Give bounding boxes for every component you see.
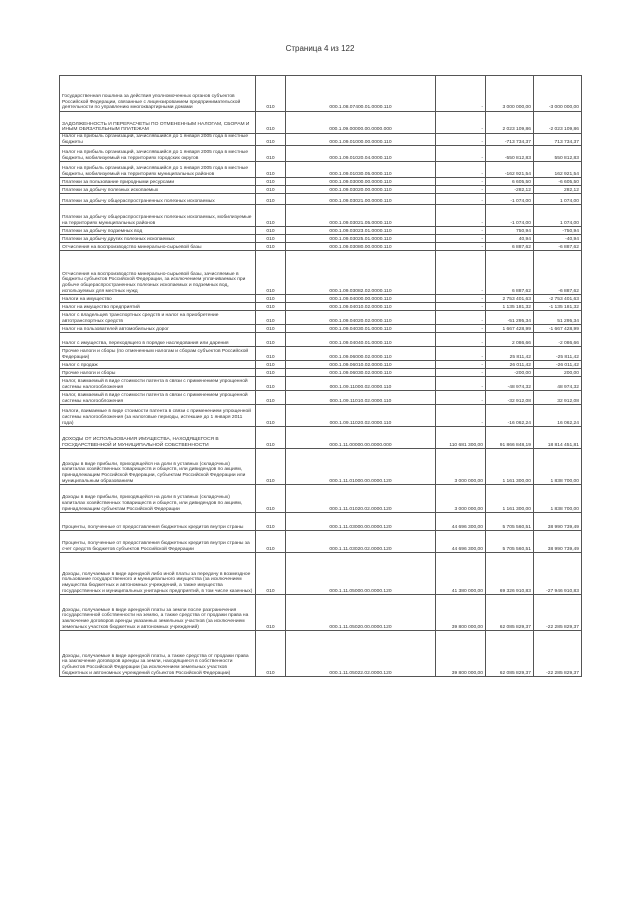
- cell-classification-code: 000.1.09.03021.00.0000.110: [286, 194, 436, 205]
- cell-classification-code: 000.1.09.04030.01.0000.110: [286, 325, 436, 333]
- cell-executed: 5 705 560,51: [486, 531, 534, 553]
- cell-classification-code: 000.1.11.05020.00.0000.120: [286, 595, 436, 631]
- cell-executed: 6 887,62: [486, 251, 534, 295]
- cell-approved-plan: 3 000 000,00: [436, 449, 486, 485]
- cell-name: Доходы, получаемые в виде арендной платы, а также средства от продажи права на заключение договоров аренды за земли, находящиеся в собственности субъектов Российской Федерации (за исключением земельных участков бюджетных и автономных учреждений субъектов Российской Федерации): [60, 631, 256, 677]
- table-row: [60, 333, 582, 347]
- cell-executed: 2 086,66: [486, 333, 534, 347]
- cell-approved-plan: -: [436, 162, 486, 178]
- cell-line-code: 010: [256, 405, 286, 427]
- cell-approved-plan: -: [436, 227, 486, 235]
- cell-classification-code: 000.1.09.03080.00.0000.110: [286, 243, 436, 251]
- cell-name: Государственная пошлина за действия уполномоченных органов субъектов Российской Федерации, связанные с лицензированием предпринимательской деятельности по управлению многоквартирными домами: [60, 76, 256, 112]
- cell-line-code: 010: [256, 377, 286, 391]
- cell-name: ЗАДОЛЖЕННОСТЬ И ПЕРЕРАСЧЕТЫ ПО ОТМЕНЕННЫМ НАЛОГАМ, СБОРАМ И ИНЫМ ОБЯЗАТЕЛЬНЫМ ПЛАТЕЖАМ: [60, 112, 256, 134]
- cell-approved-plan: -: [436, 333, 486, 347]
- cell-approved-plan: -: [436, 303, 486, 311]
- cell-unexecuted: -22 285 829,37: [534, 595, 582, 631]
- cell-name: Платежи за пользование природными ресурсами: [60, 178, 256, 186]
- cell-classification-code: 000.1.09.00000.00.0000.000: [286, 112, 436, 134]
- cell-unexecuted: -22 285 829,37: [534, 631, 582, 677]
- cell-approved-plan: -: [436, 112, 486, 134]
- cell-name: Доходы, получаемые в виде арендной платы за земли после разграничения государственной собственности на землю, а также средства от продажи права на заключение договоров аренды указанных земельных участков (за исключением земельных участков бюджетных и автономных учреждений): [60, 595, 256, 631]
- cell-line-code: 010: [256, 369, 286, 377]
- cell-name: Налог на прибыль организаций, зачислявшийся до 1 января 2005 года в местные бюджеты, мобилизуемый на территориях муниципальных районов: [60, 162, 256, 178]
- cell-unexecuted: 1 838 700,00: [534, 449, 582, 485]
- cell-unexecuted: 16 062,24: [534, 405, 582, 427]
- table-row: [60, 194, 582, 205]
- cell-executed: 69 326 910,83: [486, 553, 534, 595]
- cell-line-code: 010: [256, 303, 286, 311]
- cell-unexecuted: 38 990 739,49: [534, 513, 582, 531]
- cell-unexecuted: -6 887,62: [534, 243, 582, 251]
- cell-approved-plan: -: [436, 325, 486, 333]
- cell-classification-code: 000.1.11.03000.00.0000.120: [286, 513, 436, 531]
- cell-line-code: 010: [256, 186, 286, 194]
- cell-name: Доходы в виде прибыли, приходящейся на доли в уставных (складочных) капиталах хозяйственных товариществ и обществ, или дивидендов по акциям, принадлежащим субъектам Российской Федерации: [60, 485, 256, 513]
- cell-line-code: 010: [256, 513, 286, 531]
- cell-executed: 6 605,50: [486, 178, 534, 186]
- table-row: [60, 311, 582, 325]
- cell-classification-code: 000.1.09.11010.02.0000.110: [286, 391, 436, 405]
- cell-line-code: 010: [256, 391, 286, 405]
- cell-unexecuted: 32 912,08: [534, 391, 582, 405]
- table-row: [60, 162, 582, 178]
- table-row: [60, 186, 582, 194]
- cell-classification-code: 000.1.09.04010.02.0000.110: [286, 303, 436, 311]
- cell-name: Налог с владельцев транспортных средств и налог на приобретение автотранспортных средств: [60, 311, 256, 325]
- cell-unexecuted: -40,94: [534, 235, 582, 243]
- cell-unexecuted: -2 086,66: [534, 333, 582, 347]
- cell-approved-plan: -: [436, 186, 486, 194]
- cell-approved-plan: -: [436, 361, 486, 369]
- cell-approved-plan: -: [436, 205, 486, 227]
- cell-approved-plan: -: [436, 311, 486, 325]
- cell-name: Платежи за добычу полезных ископаемых: [60, 186, 256, 194]
- cell-classification-code: 000.1.09.03020.00.0000.110: [286, 186, 436, 194]
- cell-executed: -162 921,54: [486, 162, 534, 178]
- cell-line-code: 010: [256, 251, 286, 295]
- cell-classification-code: 000.1.08.07400.01.0000.110: [286, 76, 436, 112]
- cell-executed: 5 705 560,51: [486, 513, 534, 531]
- cell-executed: 91 866 848,19: [486, 427, 534, 449]
- cell-classification-code: 000.1.09.04040.01.0000.110: [286, 333, 436, 347]
- budget-report-table: [59, 75, 582, 677]
- cell-name: Платежи за добычу общераспространенных полезных ископаемых, мобилизуемые на территориях муниципальных районов: [60, 205, 256, 227]
- cell-name: Налоги, взимаемые в виде стоимости патента в связи с применением упрощенной системы налогообложения (за налоговые периоды, истекшие до 1 января 2011 года): [60, 405, 256, 427]
- cell-line-code: 010: [256, 427, 286, 449]
- cell-line-code: 010: [256, 553, 286, 595]
- cell-approved-plan: -: [436, 295, 486, 303]
- cell-name: Налог на прибыль организаций, зачислявшийся до 1 января 2005 года в местные бюджеты: [60, 134, 256, 146]
- cell-line-code: 010: [256, 595, 286, 631]
- cell-unexecuted: -1 667 428,99: [534, 325, 582, 333]
- cell-unexecuted: 1 074,00: [534, 194, 582, 205]
- cell-line-code: 010: [256, 333, 286, 347]
- cell-unexecuted: -25 811,42: [534, 347, 582, 361]
- cell-name: Прочие налоги и сборы (по отмененным налогам и сборам субъектов Российской Федерации): [60, 347, 256, 361]
- cell-executed: -51 295,34: [486, 311, 534, 325]
- cell-approved-plan: -: [436, 391, 486, 405]
- cell-approved-plan: -: [436, 347, 486, 361]
- cell-line-code: 010: [256, 235, 286, 243]
- table-row: [60, 325, 582, 333]
- cell-unexecuted: -27 946 910,83: [534, 553, 582, 595]
- cell-approved-plan: -: [436, 146, 486, 162]
- cell-line-code: 010: [256, 311, 286, 325]
- cell-executed: -16 062,24: [486, 405, 534, 427]
- cell-line-code: 010: [256, 243, 286, 251]
- cell-unexecuted: 51 295,34: [534, 311, 582, 325]
- cell-executed: 1 161 300,00: [486, 485, 534, 513]
- cell-line-code: 010: [256, 194, 286, 205]
- cell-classification-code: 000.1.11.05022.02.0000.120: [286, 631, 436, 677]
- cell-line-code: 010: [256, 205, 286, 227]
- table-row: [60, 369, 582, 377]
- cell-executed: 3 000 000,00: [486, 76, 534, 112]
- cell-unexecuted: 162 921,54: [534, 162, 582, 178]
- table-row: [60, 251, 582, 295]
- cell-executed: 26 011,42: [486, 361, 534, 369]
- cell-classification-code: 000.1.09.11000.02.0000.110: [286, 377, 436, 391]
- cell-line-code: 010: [256, 531, 286, 553]
- cell-name: Платежи за добычу подземных вод: [60, 227, 256, 235]
- cell-name: Отчисления на воспроизводство минерально-сырьевой базы: [60, 243, 256, 251]
- cell-name: Доходы, получаемые в виде арендной либо иной платы за передачу в возмездное пользование государственного и муниципального имущества (за исключением имущества бюджетных и автономных учреждений, а также имущества государственных и муниципальных унитарных предприятий, в том числе казенных): [60, 553, 256, 595]
- cell-approved-plan: -: [436, 243, 486, 251]
- cell-classification-code: 000.1.11.00000.00.0000.000: [286, 427, 436, 449]
- cell-unexecuted: 550 812,83: [534, 146, 582, 162]
- cell-name: Платежи за добычу общераспространенных полезных ископаемых: [60, 194, 256, 205]
- cell-line-code: 010: [256, 631, 286, 677]
- cell-line-code: 010: [256, 134, 286, 146]
- cell-line-code: 010: [256, 485, 286, 513]
- cell-approved-plan: -: [436, 76, 486, 112]
- cell-classification-code: 000.1.09.04000.00.0000.110: [286, 295, 436, 303]
- cell-name: Налог, взимаемый в виде стоимости патента в связи с применением упрощенной системы налогообложения: [60, 377, 256, 391]
- cell-unexecuted: -6 887,62: [534, 251, 582, 295]
- cell-executed: 1 667 428,99: [486, 325, 534, 333]
- cell-name: Прочие налоги и сборы: [60, 369, 256, 377]
- cell-unexecuted: 713 734,37: [534, 134, 582, 146]
- table-row: [60, 377, 582, 391]
- cell-unexecuted: 18 814 451,81: [534, 427, 582, 449]
- table-row: [60, 485, 582, 513]
- cell-approved-plan: -: [436, 377, 486, 391]
- cell-executed: -200,00: [486, 369, 534, 377]
- table-row: [60, 347, 582, 361]
- table-row: [60, 205, 582, 227]
- cell-unexecuted: -26 011,42: [534, 361, 582, 369]
- cell-classification-code: 000.1.09.03025.01.0000.110: [286, 235, 436, 243]
- cell-approved-plan: -: [436, 369, 486, 377]
- table-row: [60, 243, 582, 251]
- cell-classification-code: 000.1.11.01020.02.0000.120: [286, 485, 436, 513]
- cell-approved-plan: -: [436, 405, 486, 427]
- cell-name: Налог на имущество предприятий: [60, 303, 256, 311]
- cell-name: Налог, взимаемый в виде стоимости патента в связи с применением упрощенной системы налогообложения: [60, 391, 256, 405]
- cell-line-code: 010: [256, 325, 286, 333]
- cell-executed: 62 085 829,37: [486, 595, 534, 631]
- cell-executed: 750,94: [486, 227, 534, 235]
- cell-name: Доходы в виде прибыли, приходящейся на доли в уставных (складочных) капиталах хозяйственных товариществ и обществ, или дивидендов по акциям, принадлежащим Российской Федерации, субъектам Российской Федерации или муниципальным образованиям: [60, 449, 256, 485]
- cell-approved-plan: -: [436, 251, 486, 295]
- cell-approved-plan: -: [436, 235, 486, 243]
- cell-executed: 2 753 401,63: [486, 295, 534, 303]
- table-row: [60, 112, 582, 134]
- cell-approved-plan: -: [436, 178, 486, 186]
- cell-name: Платежи за добычу других полезных ископаемых: [60, 235, 256, 243]
- cell-approved-plan: -: [436, 134, 486, 146]
- cell-approved-plan: 44 696 300,00: [436, 513, 486, 531]
- table-row: [60, 553, 582, 595]
- cell-executed: -1 074,00: [486, 205, 534, 227]
- cell-executed: 62 085 829,37: [486, 631, 534, 677]
- cell-name: Налог с продаж: [60, 361, 256, 369]
- cell-executed: -48 974,32: [486, 377, 534, 391]
- cell-unexecuted: -750,94: [534, 227, 582, 235]
- cell-executed: 1 161 300,00: [486, 449, 534, 485]
- page-header: Страница 4 из 122: [285, 44, 355, 53]
- cell-executed: -713 734,37: [486, 134, 534, 146]
- cell-classification-code: 000.1.09.03023.01.0000.110: [286, 227, 436, 235]
- cell-unexecuted: 1 838 700,00: [534, 485, 582, 513]
- table-row: [60, 405, 582, 427]
- cell-unexecuted: -3 000 000,00: [534, 76, 582, 112]
- cell-line-code: 010: [256, 347, 286, 361]
- table-row: [60, 361, 582, 369]
- cell-executed: 40,94: [486, 235, 534, 243]
- cell-name: Проценты, полученные от предоставления бюджетных кредитов внутри страны: [60, 513, 256, 531]
- cell-classification-code: 000.1.09.03082.02.0000.110: [286, 251, 436, 295]
- cell-executed: -1 074,00: [486, 194, 534, 205]
- cell-name: Проценты, полученные от предоставления бюджетных кредитов внутри страны за счет средств бюджетов субъектов Российской Федерации: [60, 531, 256, 553]
- cell-line-code: 010: [256, 295, 286, 303]
- cell-name: Налоги на имущество: [60, 295, 256, 303]
- cell-name: Налог с имущества, переходящего в порядке наследования или дарения: [60, 333, 256, 347]
- cell-classification-code: 000.1.09.04020.02.0000.110: [286, 311, 436, 325]
- cell-line-code: 010: [256, 227, 286, 235]
- table-row: [60, 391, 582, 405]
- cell-classification-code: 000.1.09.01020.04.0000.110: [286, 146, 436, 162]
- cell-approved-plan: 39 800 000,00: [436, 595, 486, 631]
- table-row: [60, 235, 582, 243]
- cell-approved-plan: 110 681 300,00: [436, 427, 486, 449]
- cell-unexecuted: 1 074,00: [534, 205, 582, 227]
- cell-line-code: 010: [256, 162, 286, 178]
- cell-name: ДОХОДЫ ОТ ИСПОЛЬЗОВАНИЯ ИМУЩЕСТВА, НАХОДЯЩЕГОСЯ В ГОСУДАРСТВЕННОЙ И МУНИЦИПАЛЬНОЙ СОБСТВЕННОСТИ: [60, 427, 256, 449]
- table-row: [60, 427, 582, 449]
- cell-executed: 2 023 109,86: [486, 112, 534, 134]
- cell-executed: -550 812,83: [486, 146, 534, 162]
- cell-classification-code: 000.1.11.05000.00.0000.120: [286, 553, 436, 595]
- cell-line-code: 010: [256, 449, 286, 485]
- cell-unexecuted: -1 135 181,32: [534, 303, 582, 311]
- cell-unexecuted: -2 753 401,63: [534, 295, 582, 303]
- table-row: [60, 227, 582, 235]
- cell-approved-plan: -: [436, 194, 486, 205]
- table-row: [60, 595, 582, 631]
- table-row: [60, 513, 582, 531]
- cell-line-code: 010: [256, 112, 286, 134]
- cell-unexecuted: 200,00: [534, 369, 582, 377]
- table-row: [60, 76, 582, 112]
- table-row: [60, 531, 582, 553]
- cell-executed: 25 811,42: [486, 347, 534, 361]
- table-row: [60, 449, 582, 485]
- cell-executed: -282,12: [486, 186, 534, 194]
- cell-approved-plan: 44 696 300,00: [436, 531, 486, 553]
- cell-approved-plan: 3 000 000,00: [436, 485, 486, 513]
- report-table-body: [60, 76, 582, 677]
- cell-executed: 6 887,62: [486, 243, 534, 251]
- cell-approved-plan: 41 380 000,00: [436, 553, 486, 595]
- table-row: [60, 134, 582, 146]
- cell-classification-code: 000.1.09.01000.00.0000.110: [286, 134, 436, 146]
- cell-name: Налог на пользователей автомобильных дорог: [60, 325, 256, 333]
- cell-executed: 1 135 181,32: [486, 303, 534, 311]
- cell-classification-code: 000.1.09.03021.05.0000.110: [286, 205, 436, 227]
- cell-name: Отчисления на воспроизводство минерально-сырьевой базы, зачисляемые в бюджеты субъектов Российской Федерации, за исключением уплачиваемых при добыче общераспространенных полезных ископаемых и подземных вод, используемых для местных нужд: [60, 251, 256, 295]
- table-row: [60, 303, 582, 311]
- cell-classification-code: 000.1.09.06010.02.0000.110: [286, 361, 436, 369]
- table-row: [60, 295, 582, 303]
- cell-classification-code: 000.1.11.01000.00.0000.120: [286, 449, 436, 485]
- table-row: [60, 631, 582, 677]
- table-row: [60, 178, 582, 186]
- cell-classification-code: 000.1.11.03020.02.0000.120: [286, 531, 436, 553]
- cell-classification-code: 000.1.09.03000.00.0000.110: [286, 178, 436, 186]
- cell-executed: -32 912,08: [486, 391, 534, 405]
- cell-line-code: 010: [256, 76, 286, 112]
- cell-line-code: 010: [256, 146, 286, 162]
- table-row: [60, 146, 582, 162]
- cell-unexecuted: -2 023 109,86: [534, 112, 582, 134]
- cell-classification-code: 000.1.09.01030.05.0000.110: [286, 162, 436, 178]
- cell-approved-plan: 39 800 000,00: [436, 631, 486, 677]
- cell-classification-code: 000.1.09.06000.02.0000.110: [286, 347, 436, 361]
- cell-unexecuted: 38 990 739,49: [534, 531, 582, 553]
- cell-line-code: 010: [256, 178, 286, 186]
- cell-unexecuted: 282,12: [534, 186, 582, 194]
- cell-unexecuted: 48 974,32: [534, 377, 582, 391]
- cell-classification-code: 000.1.09.06030.02.0000.110: [286, 369, 436, 377]
- cell-line-code: 010: [256, 361, 286, 369]
- cell-classification-code: 000.1.09.11020.02.0000.110: [286, 405, 436, 427]
- cell-name: Налог на прибыль организаций, зачислявшийся до 1 января 2005 года в местные бюджеты, мобилизуемый на территориях городских округов: [60, 146, 256, 162]
- cell-unexecuted: -6 605,50: [534, 178, 582, 186]
